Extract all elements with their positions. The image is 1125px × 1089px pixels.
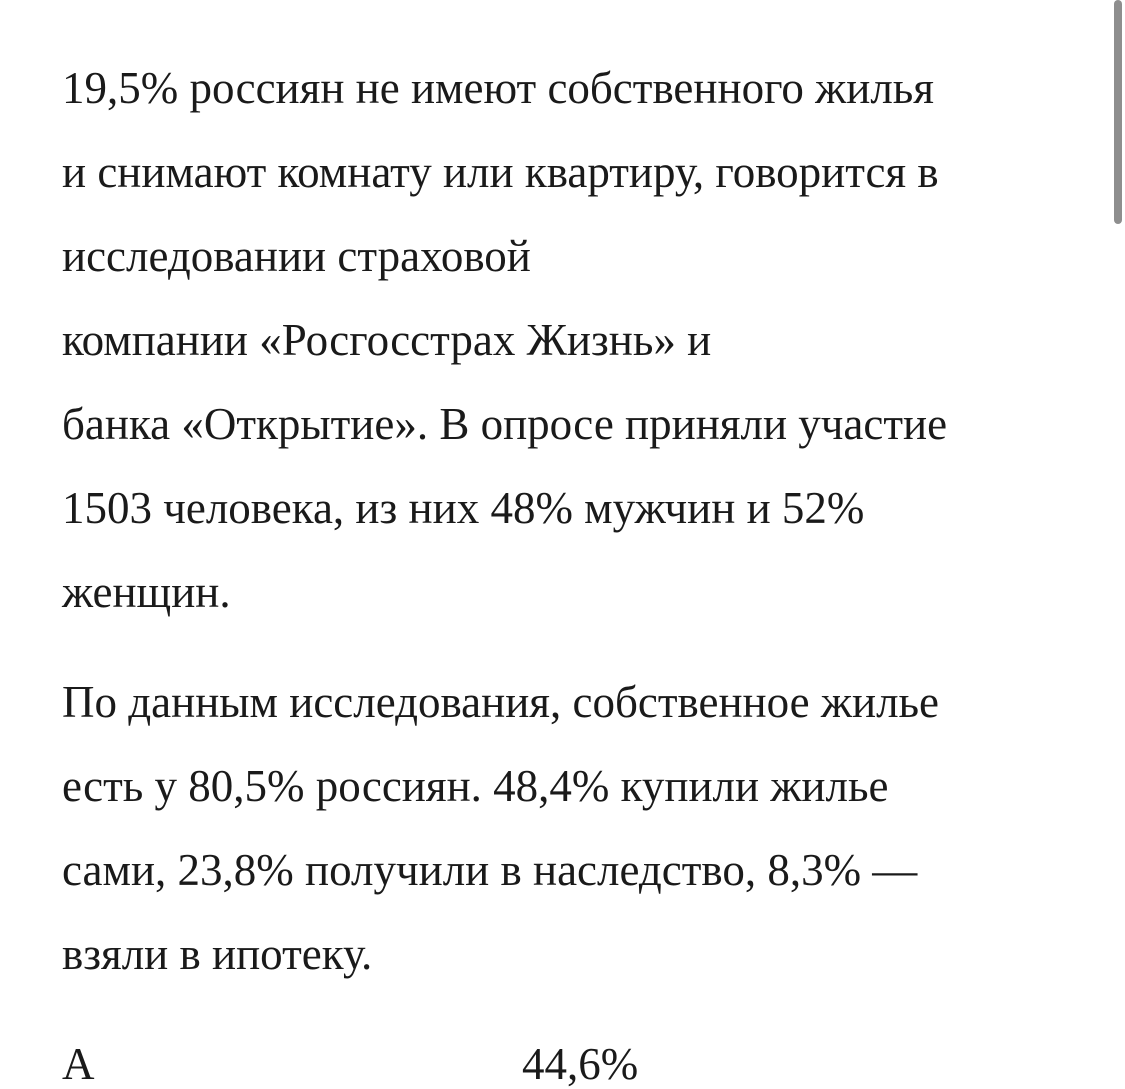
text-line: 19,5% россиян не имеют собственного жилья [62,63,935,113]
paragraph-3-partial [62,1022,1082,1089]
text-line: А 44,6% [62,1039,639,1089]
text-line: исследовании страховой [62,231,531,281]
text-line: По данным исследования, собственное жилье [62,677,940,727]
paragraph-1 [62,46,1082,634]
text-line: компании «Росгосстрах Жизнь» и [62,315,712,365]
paragraph-spacing [62,634,1082,660]
text-line: есть у 80,5% россиян. 48,4% купили жилье [62,761,889,811]
text-line: женщин. [62,567,231,617]
text-line: сами, 23,8% получили в наследство, 8,3% — [62,845,918,895]
article-body [62,46,1082,1089]
text-line: и снимают комнату или квартиру, говорится в [62,147,939,197]
paragraph-spacing [62,996,1082,1022]
paragraph-2 [62,660,1082,996]
text-line: банка «Открытие». В опросе приняли участие [62,399,948,449]
vertical-scrollbar[interactable] [1114,0,1122,224]
text-line: 1503 человека, из них 48% мужчин и 52% [62,483,865,533]
text-line: взяли в ипотеку. [62,929,373,979]
